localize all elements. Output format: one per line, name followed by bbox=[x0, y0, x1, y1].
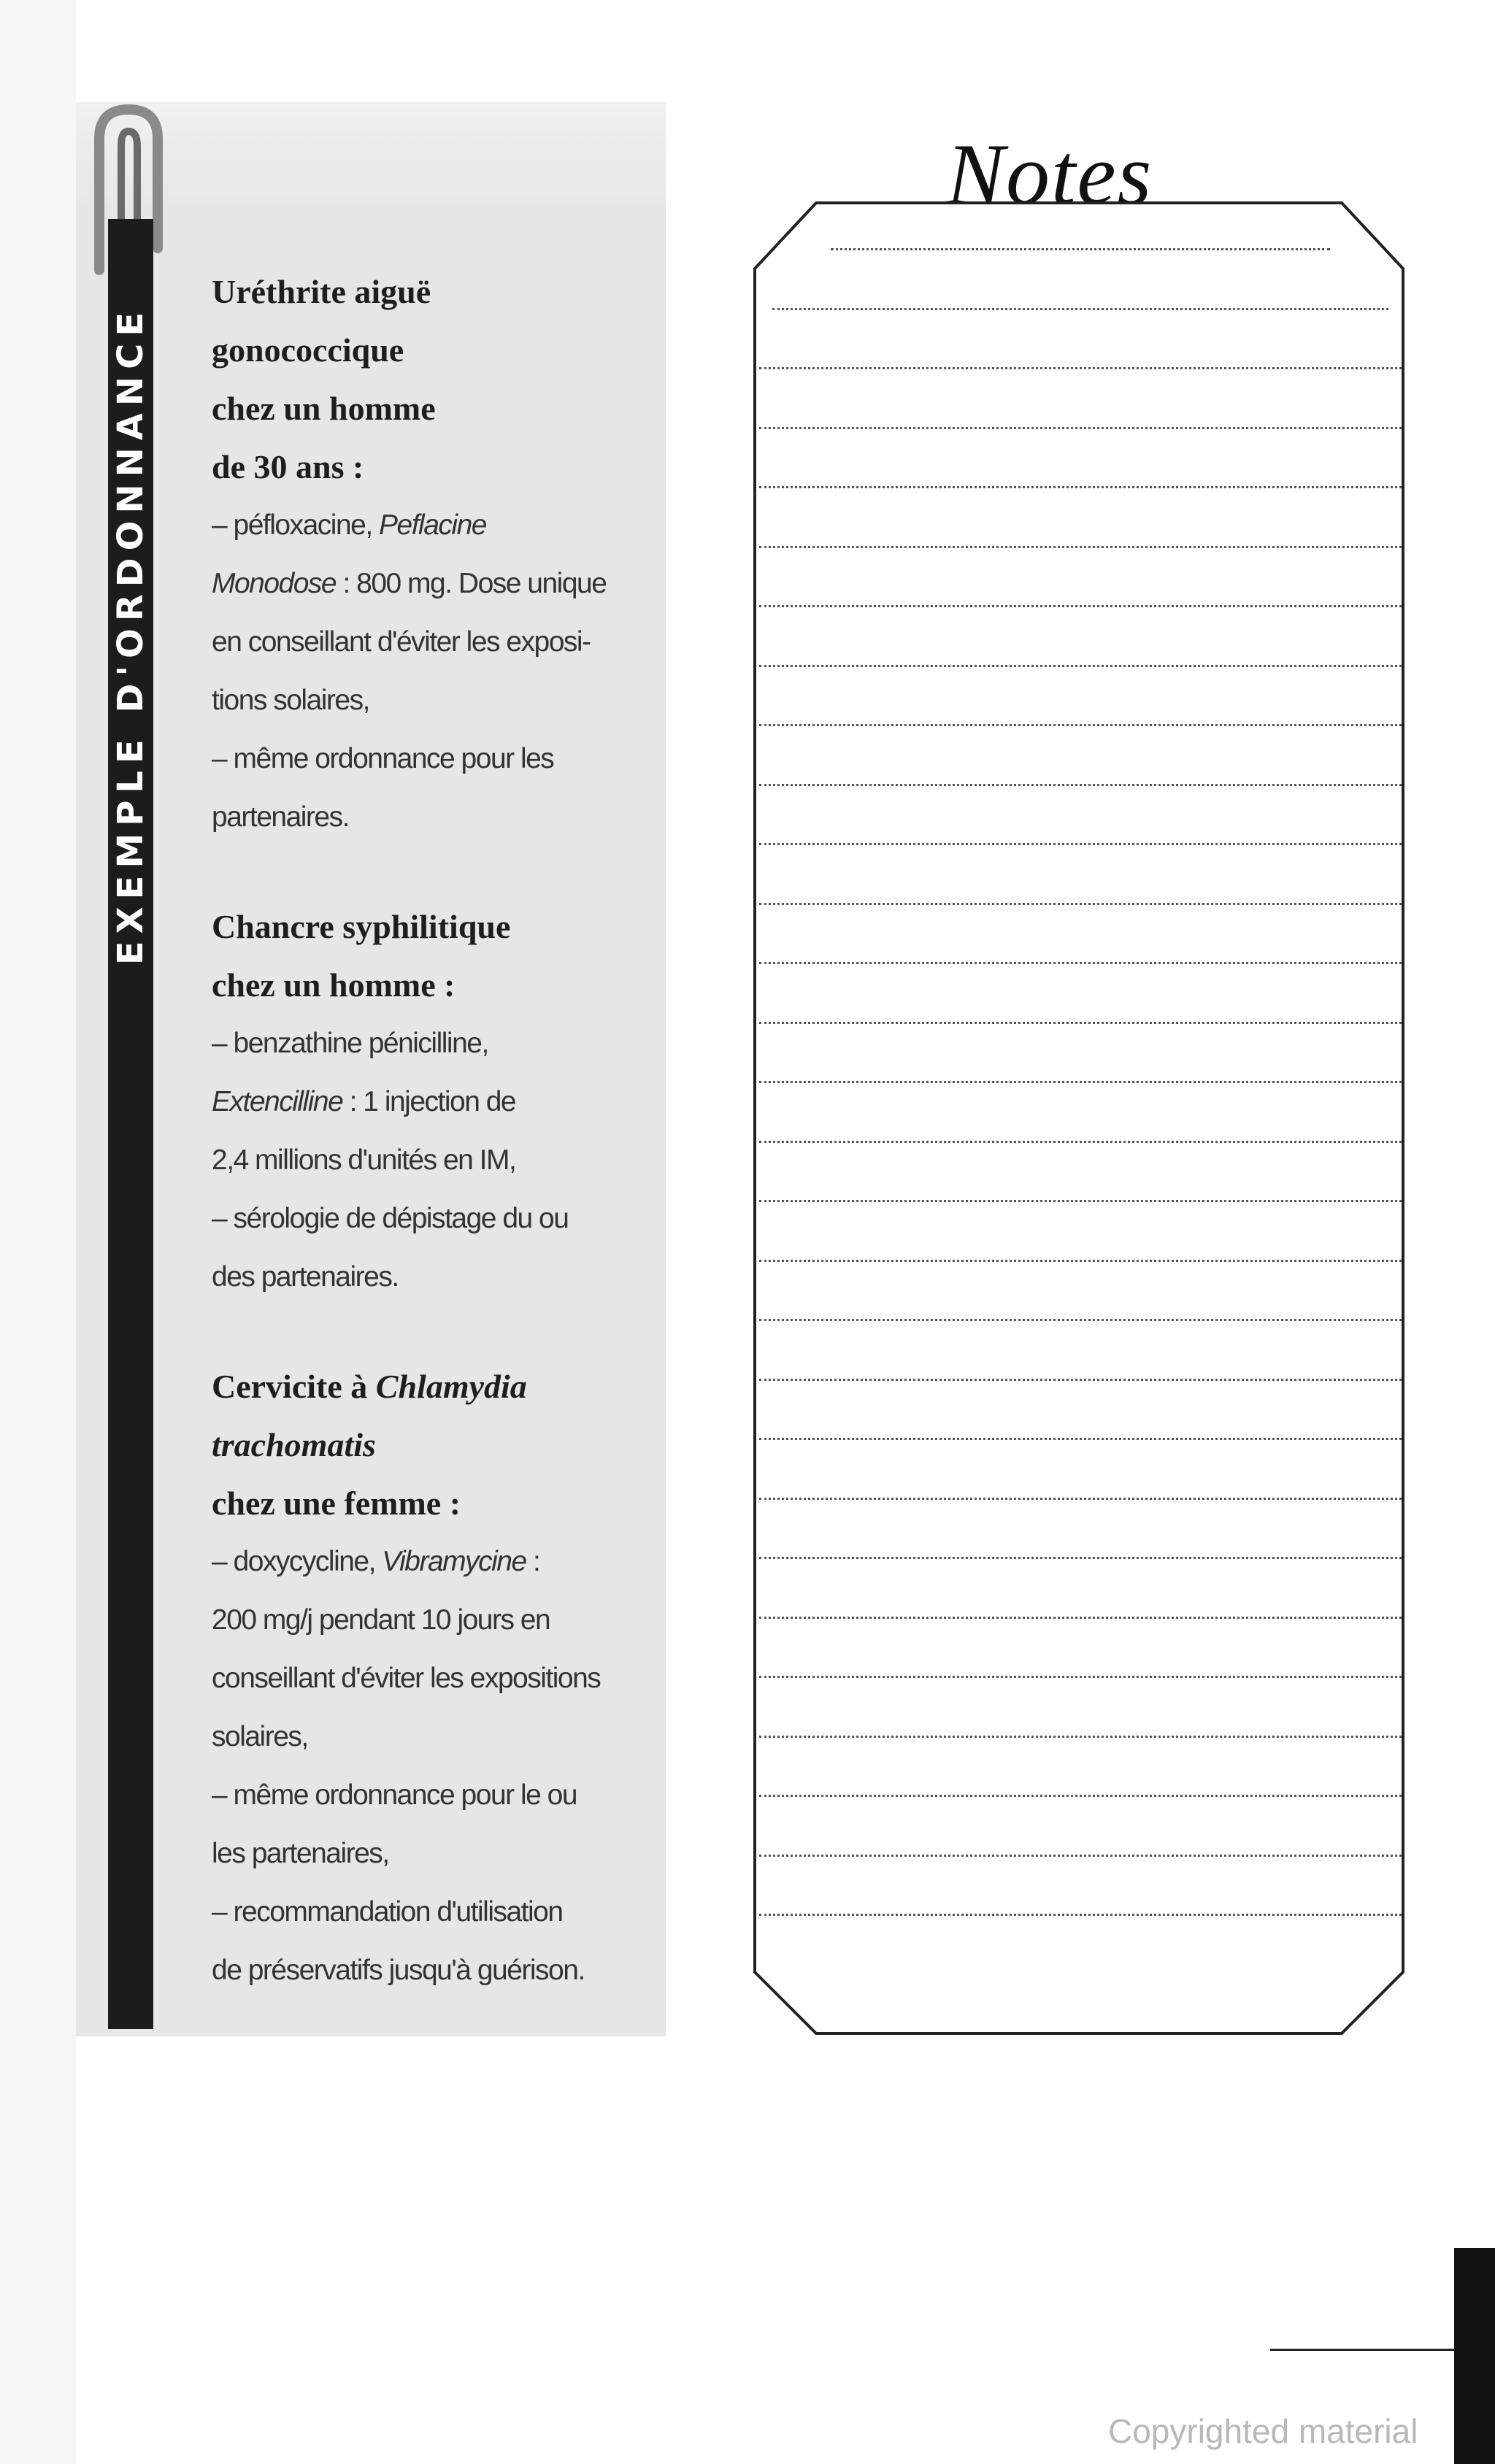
line-text: tions solaires, bbox=[212, 685, 369, 716]
note-line bbox=[759, 1200, 1402, 1202]
note-line bbox=[759, 903, 1402, 905]
note-line bbox=[759, 1319, 1402, 1321]
title-italic-text: Chlamydia bbox=[375, 1368, 527, 1405]
prescription-line bbox=[212, 1941, 650, 2000]
prescription-block bbox=[212, 898, 650, 1306]
drug-brand-name: Monodose bbox=[212, 568, 337, 599]
line-text: – doxycycline, bbox=[212, 1546, 383, 1577]
line-text: les partenaires, bbox=[212, 1838, 389, 1869]
note-line bbox=[759, 665, 1402, 667]
prescription-line bbox=[212, 496, 650, 555]
prescription-title-line bbox=[212, 1474, 650, 1533]
drug-brand-name: Extencilline bbox=[212, 1086, 343, 1117]
line-text: des partenaires. bbox=[212, 1261, 399, 1293]
prescription-line bbox=[212, 1883, 650, 1941]
title-text: chez une femme : bbox=[212, 1485, 461, 1522]
line-text: – même ordonnance pour le ou bbox=[212, 1779, 577, 1811]
chapter-tab bbox=[1454, 2248, 1495, 2464]
note-line bbox=[759, 1855, 1402, 1857]
line-text: – benzathine pénicilline, bbox=[212, 1028, 488, 1059]
note-line bbox=[759, 486, 1402, 488]
notes-frame bbox=[750, 199, 1407, 2038]
note-line bbox=[759, 1795, 1402, 1797]
note-line bbox=[759, 1617, 1402, 1619]
prescription-title-line: gonococcique bbox=[212, 331, 404, 369]
prescription-title-line: de 30 ans : bbox=[212, 448, 364, 485]
line-text: solaires, bbox=[212, 1721, 308, 1752]
prescription-line bbox=[212, 613, 650, 671]
line-text: de préservatifs jusqu'à guérison. bbox=[212, 1955, 585, 1986]
prescription-line bbox=[212, 1015, 650, 1073]
copyright-notice: Copyrighted material bbox=[1108, 2412, 1418, 2450]
prescription-block bbox=[212, 1358, 650, 2000]
line-text: en conseillant d'éviter les exposi- bbox=[212, 626, 591, 658]
prescription-content bbox=[212, 263, 650, 2051]
prescription-line bbox=[212, 1533, 650, 1591]
note-line bbox=[772, 308, 1388, 310]
prescription-line bbox=[212, 1248, 650, 1306]
line-text: conseillant d'éviter les expositions bbox=[212, 1663, 601, 1694]
note-line bbox=[759, 1022, 1402, 1024]
prescription-block bbox=[212, 263, 650, 847]
note-line bbox=[759, 962, 1402, 964]
note-line bbox=[759, 605, 1402, 607]
line-text: – sérologie de dépistage du ou bbox=[212, 1203, 569, 1234]
section-label: EXEMPLE D'ORDONNANCE bbox=[110, 304, 151, 966]
notes-title: Notes bbox=[946, 126, 1153, 223]
prescription-title-line bbox=[212, 1358, 650, 1416]
note-line bbox=[759, 724, 1402, 726]
prescription-line bbox=[212, 555, 650, 613]
note-line bbox=[759, 1914, 1402, 1916]
note-line bbox=[759, 784, 1402, 786]
prescription-line bbox=[212, 1649, 650, 1708]
prescription-title-line bbox=[212, 1416, 650, 1474]
prescription-line bbox=[212, 730, 650, 788]
line-text: : bbox=[526, 1546, 540, 1577]
page-edge bbox=[0, 0, 76, 2464]
line-text: : 1 injection de bbox=[342, 1086, 516, 1117]
prescription-line bbox=[212, 1708, 650, 1766]
prescription-line bbox=[212, 1591, 650, 1649]
note-line bbox=[759, 1379, 1402, 1381]
prescription-line bbox=[212, 1190, 650, 1248]
line-text: – péfloxacine, bbox=[212, 509, 380, 541]
line-text: – recommandation d'utilisation bbox=[212, 1896, 563, 1928]
note-line bbox=[759, 1260, 1402, 1262]
prescription-title-line: chez un homme : bbox=[212, 966, 456, 1004]
line-text: partenaires. bbox=[212, 801, 349, 833]
line-text: : 800 mg. Dose unique bbox=[336, 568, 607, 599]
note-line bbox=[759, 1438, 1402, 1440]
prescription-line bbox=[212, 1073, 650, 1131]
prescription-line bbox=[212, 1131, 650, 1190]
drug-brand-name: Peflacine bbox=[379, 509, 486, 541]
note-line bbox=[759, 1676, 1402, 1678]
footer-rule bbox=[1270, 2349, 1454, 2351]
note-line bbox=[759, 367, 1402, 369]
prescription-line bbox=[212, 788, 650, 847]
line-text: – même ordonnance pour les bbox=[212, 743, 554, 774]
note-line bbox=[759, 1141, 1402, 1143]
note-line bbox=[759, 1498, 1402, 1500]
note-line bbox=[759, 1081, 1402, 1083]
note-line bbox=[759, 546, 1402, 548]
note-line bbox=[759, 1557, 1402, 1559]
prescription-line bbox=[212, 1825, 650, 1883]
prescription-line bbox=[212, 671, 650, 730]
title-text: trachomatis bbox=[212, 1426, 376, 1463]
prescription-title-line: Chancre syphilitique bbox=[212, 908, 511, 945]
prescription-title-line: chez un homme bbox=[212, 390, 436, 427]
title-text: Cervicite à bbox=[212, 1368, 376, 1405]
prescription-title-line: Uréthrite aiguë bbox=[212, 273, 431, 310]
prescription-line bbox=[212, 1766, 650, 1825]
note-line bbox=[759, 427, 1402, 429]
note-line bbox=[831, 248, 1330, 250]
drug-brand-name: Vibramycine bbox=[382, 1546, 526, 1577]
note-line bbox=[759, 1736, 1402, 1738]
line-text: 2,4 millions d'unités en IM, bbox=[212, 1144, 516, 1176]
line-text: 200 mg/j pendant 10 jours en bbox=[212, 1604, 550, 1636]
note-line bbox=[759, 843, 1402, 845]
